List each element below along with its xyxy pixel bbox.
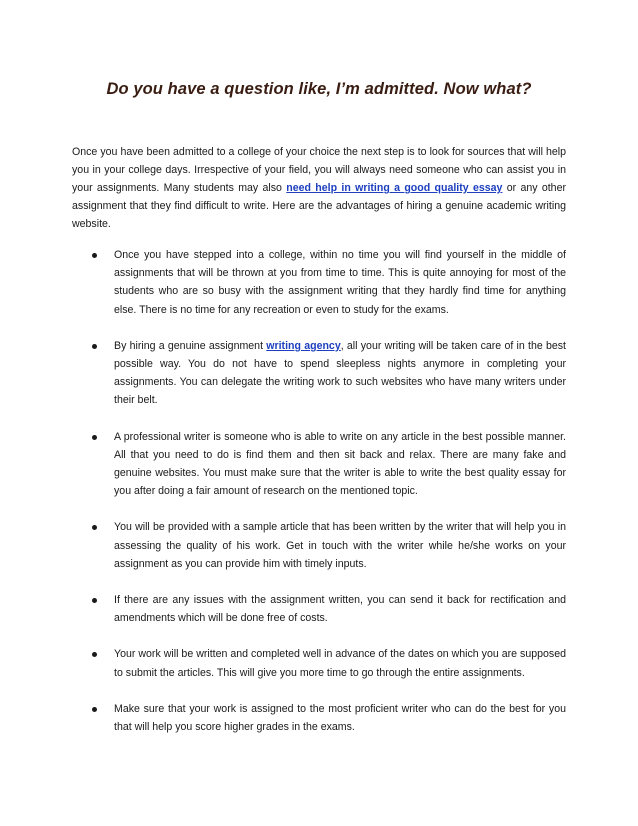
intro-text-before-link: Once you have been admitted to a college of your choice the next step is to look for sources that will help you in your college days. Irrespective of your field, you will always need someone who can assist you in your assignments. Many students may also — [72, 145, 566, 194]
list-item-text: You will be provided with a sample article that has been written by the writer that will help you in assessing the quality of his work. Get in touch with the writer while he/she works on your assignment as you can provide him with timely inputs. — [114, 521, 566, 570]
page-title: Do you have a question like, I’m admitted. Now what? — [106, 80, 532, 98]
list-item — [72, 591, 566, 627]
bullet-icon — [92, 652, 97, 657]
bullet-icon — [92, 707, 97, 712]
list-item-text: Once you have stepped into a college, within no time you will find yourself in the middle of assignments that will be thrown at you from time to time. This is quite annoying for most of the students who are so busy with the assignment writing that they hardly find time for anything else. There is no time for any recreation or even to study for the exams. — [114, 249, 566, 316]
list-item — [72, 518, 566, 573]
list-item — [72, 645, 566, 681]
bullet-icon — [92, 525, 97, 530]
list-item-text: Make sure that your work is assigned to the most proficient writer who can do the best for you that will help you score higher grades in the exams. — [114, 702, 566, 734]
bullet-icon — [92, 253, 97, 258]
list-item-text: If there are any issues with the assignment written, you can send it back for rectification and amendments which will be done free of costs. — [114, 594, 566, 625]
list-item — [72, 428, 566, 501]
advantages-list — [72, 246, 566, 754]
essay-help-link[interactable]: need help in writing a good quality essay — [286, 182, 503, 194]
list-item-text: A professional writer is someone who is able to write on any article in the best possible manner. All that you need to do is find them and then sit back and relax. There are many fake and genuine websites. You must make sure that the writer is able to write the best quality essay for you after doing a fair amount of research on the mentioned topic. — [114, 430, 566, 498]
intro-paragraph — [72, 143, 566, 234]
bullet-icon — [92, 435, 97, 440]
list-item — [72, 337, 566, 410]
bullet-icon — [92, 598, 97, 603]
list-item — [72, 700, 566, 736]
list-item-text-after-link: , all your writing will be taken care of in the best possible way. You do not have to spend sleepless nights anymore in completing your assignments. You can delegate the writing work to such websites who have many writers under their belt. — [114, 339, 566, 407]
bullet-icon — [92, 344, 97, 349]
writing-agency-link[interactable]: writing agency — [266, 339, 341, 352]
list-item-text: Your work will be written and completed well in advance of the dates on which you are supposed to submit the articles. This will give you more time to go through the entire assignments. — [114, 648, 566, 679]
list-item-text-before-link: By hiring a genuine assignment — [114, 339, 267, 352]
list-item — [72, 246, 566, 319]
intro-text-after-link: or any other assignment that they find difficult to write. Here are the advantages of hiring a genuine academic writing website. — [72, 182, 566, 231]
